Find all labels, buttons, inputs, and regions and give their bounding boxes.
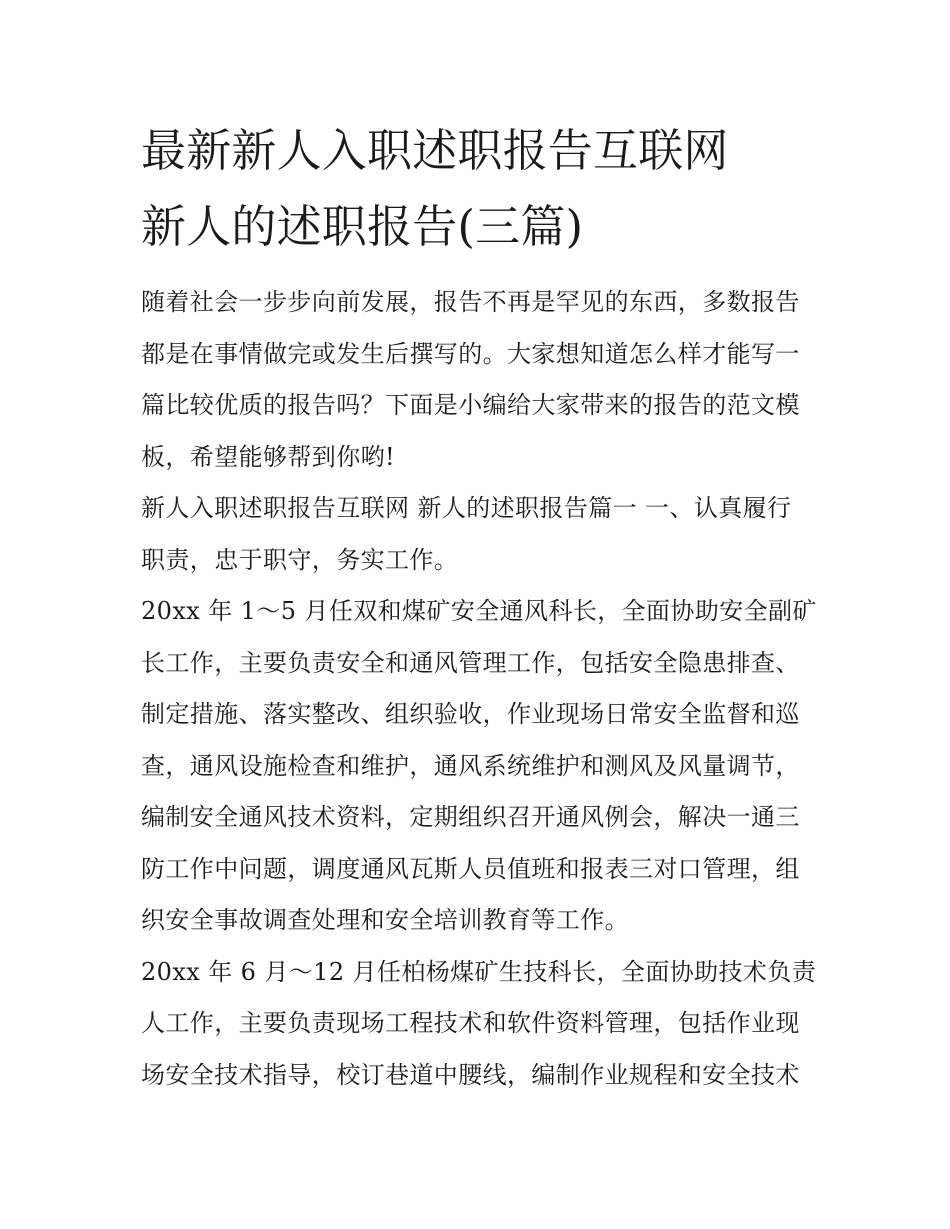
intro-paragraph (141, 277, 813, 483)
paragraph-line: 20xx 年 6 月～12 月任柏杨煤矿生技科长，全面协助技术负责 (141, 957, 817, 986)
paragraph-line: 制定措施、落实整改、组织验收，作业现场日常安全监督和巡 (141, 700, 800, 728)
paragraph-line: 篇比较优质的报告吗？下面是小编给大家带来的报告的范文模 (141, 391, 800, 419)
paragraph-line: 职责，忠于职守，务实工作。 (141, 545, 459, 574)
paragraph-line: 板，希望能够帮到你哟! (141, 442, 396, 471)
document-title (141, 113, 813, 265)
paragraph-line: 都是在事情做完或发生后撰写的。大家想知道怎么样才能写一 (141, 339, 800, 368)
paragraph-line: 场安全技术指导，校订巷道中腰线，编制作业规程和安全技术 (141, 1060, 800, 1089)
paragraph-line: 20xx 年 1～5 月任双和煤矿安全通风科长，全面协助安全副矿 (141, 597, 817, 625)
experience-paragraph-1 (141, 586, 817, 947)
title-line: 新人的述职报告(三篇) (141, 200, 584, 253)
paragraph-line: 人工作，主要负责现场工程技术和软件资料管理，包括作业现 (141, 1009, 800, 1037)
paragraph-line: 长工作，主要负责安全和通风管理工作，包括安全隐患排查、 (141, 648, 800, 677)
experience-paragraph-2 (141, 947, 817, 1102)
title-line: 最新新人入职述职报告互联网 (141, 124, 729, 177)
paragraph-line: 编制安全通风技术资料，定期组织召开通风例会，解决一通三 (141, 803, 800, 831)
paragraph-line: 查，通风设施检查和维护，通风系统维护和测风及风量调节， (141, 751, 800, 780)
section-heading-paragraph (141, 483, 813, 586)
paragraph-line: 防工作中问题，调度通风瓦斯人员值班和报表三对口管理，组 (141, 854, 800, 883)
document-content (141, 113, 817, 1101)
paragraph-line: 织安全事故调查处理和安全培训教育等工作。 (141, 906, 629, 934)
paragraph-line: 新人入职述职报告互联网 新人的述职报告篇一 一、认真履行 (141, 494, 792, 522)
paragraph-line: 随着社会一步步向前发展，报告不再是罕见的东西，多数报告 (141, 288, 800, 316)
